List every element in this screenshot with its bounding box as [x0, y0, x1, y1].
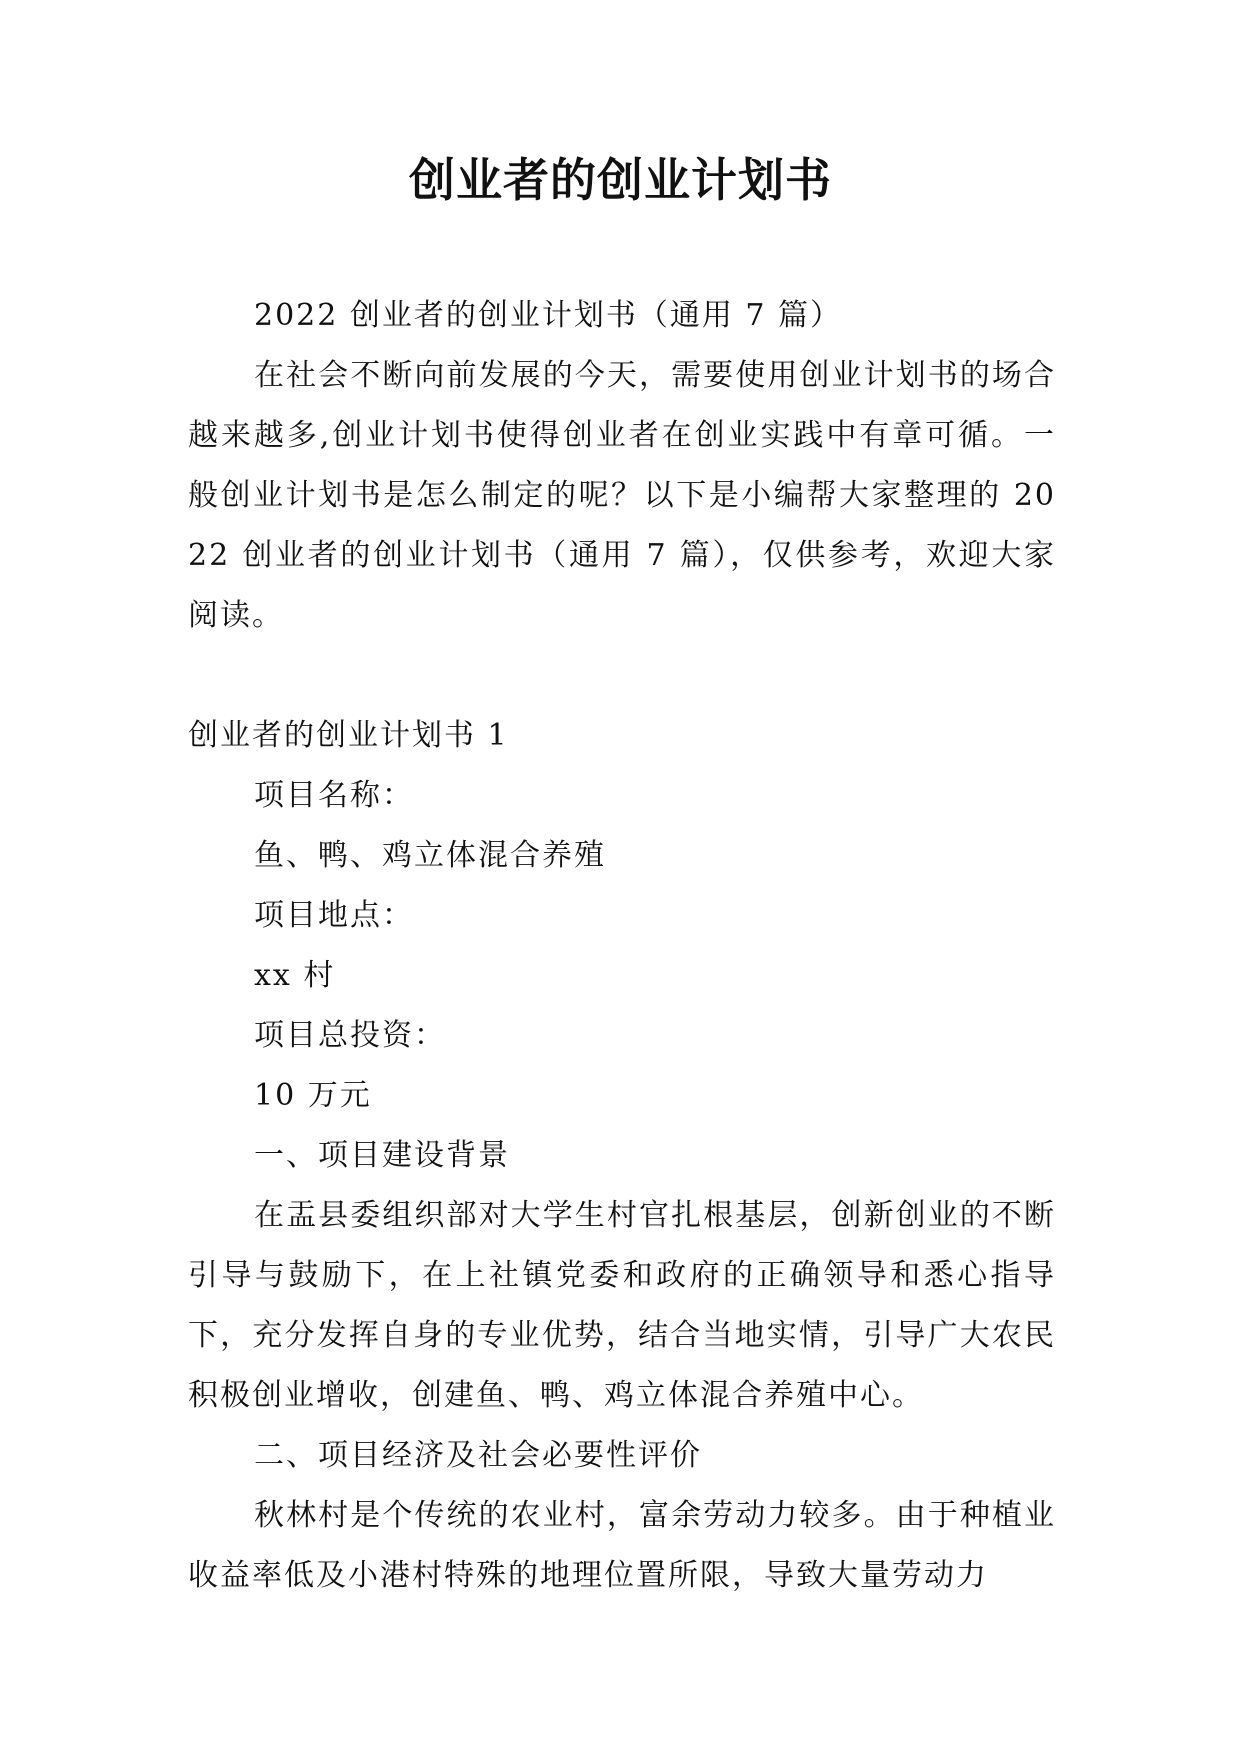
project-location-value: xx 村 — [254, 958, 336, 993]
section-spacer — [188, 646, 1056, 706]
project-name-value: 鱼、鸭、鸡立体混合养殖 — [254, 838, 606, 873]
document-title: 创业者的创业计划书 — [409, 153, 832, 207]
project-investment-label: 项目总投资： — [254, 1018, 446, 1053]
part2-paragraph: 秋林村是个传统的农业村，富余劳动力较多。由于种植业收益率低及小港村特殊的地理位置所限，导致大量劳动力 — [188, 1498, 1056, 1593]
intro-subtitle: 2022 创业者的创业计划书（通用 7 篇） — [254, 298, 843, 333]
part2-heading: 二、项目经济及社会必要性评价 — [254, 1438, 702, 1473]
project-name-label: 项目名称： — [254, 778, 414, 813]
document-body — [188, 286, 1056, 1606]
intro-paragraph: 在社会不断向前发展的今天，需要使用创业计划书的场合越来越多,创业计划书使得创业者在创业实践中有章可循。一般创业计划书是怎么制定的呢？以下是小编帮大家整理的 2022 创业者的创业计划书（通用 7 篇），仅供参考，欢迎大家阅读。 — [188, 358, 1056, 633]
section-heading: 创业者的创业计划书 1 — [188, 718, 509, 753]
part1-heading: 一、项目建设背景 — [254, 1138, 510, 1173]
project-location-label: 项目地点： — [254, 898, 414, 933]
part1-paragraph: 在盂县委组织部对大学生村官扎根基层，创新创业的不断引导与鼓励下，在上社镇党委和政府的正确领导和悉心指导下，充分发挥自身的专业优势，结合当地实情，引导广大农民积极创业增收，创建鱼、鸭、鸡立体混合养殖中心。 — [188, 1198, 1056, 1413]
project-investment-value: 10 万元 — [254, 1078, 372, 1113]
